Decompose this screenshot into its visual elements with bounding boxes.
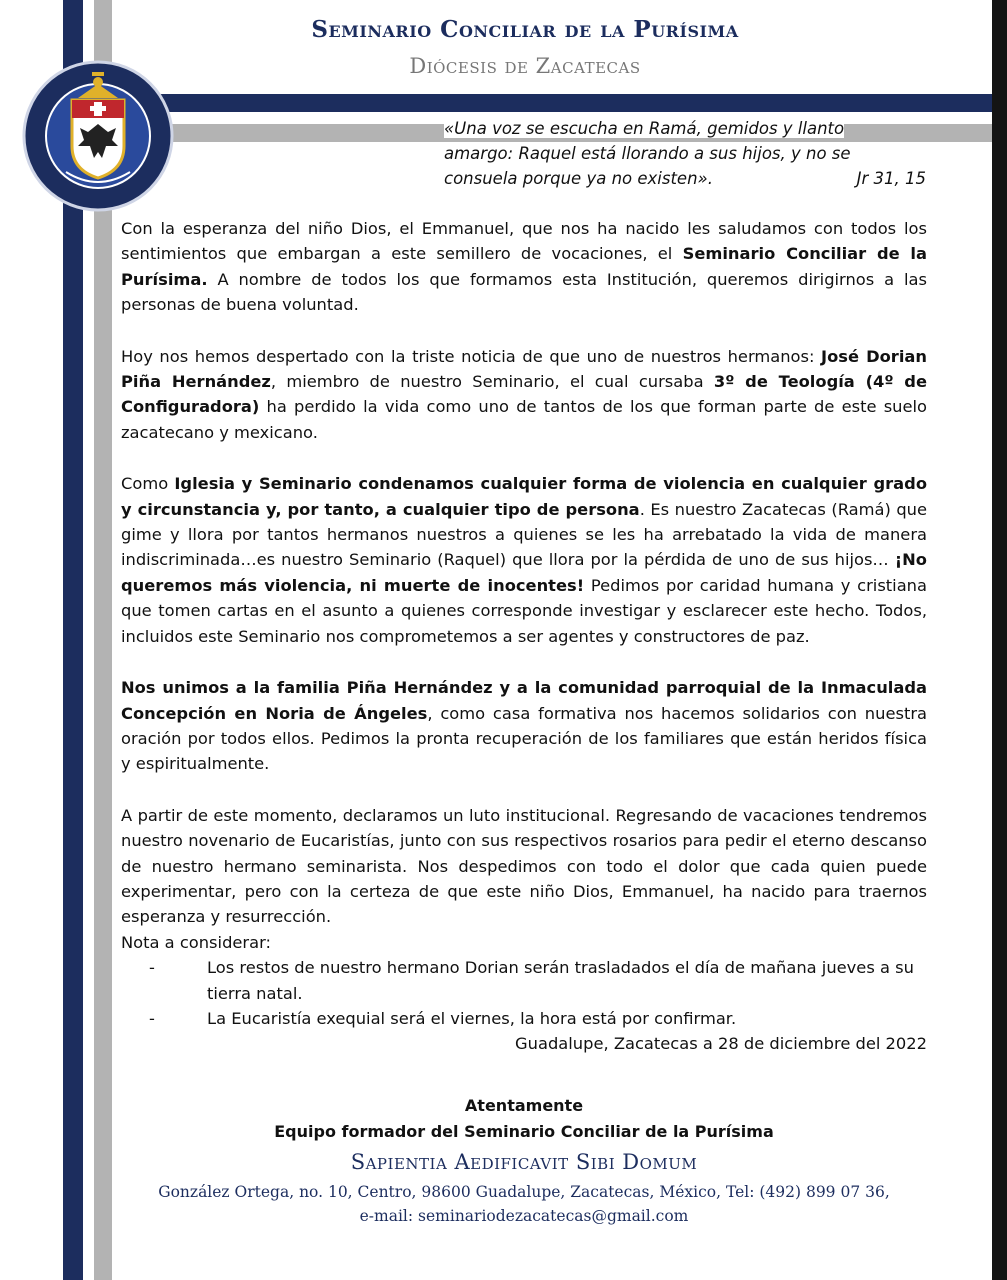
paragraph-condemnation: Como Iglesia y Seminario condenamos cualquier forma de violencia en cualquier grado y circunstancia y, por tanto, a cualquier tipo de persona. Es nuestro Zacatecas (Ramá) que gime y llora por tantos hermanos nuestros a quienes se les ha arrebatado la vida de manera indiscriminada…es nuestro Seminario (Raquel) que llora por la pérdida de uno de sus hijos… ¡No queremos más violencia, ni muerte de inocentes! Pedimos por caridad humana y cristiana que tomen cartas en el asunto a quienes corresponde investigar y esclarecer este hecho. Todos, incluidos este Seminario nos comprometemos a ser agentes y constructores de paz.: [121, 474, 928, 646]
quote-line-2: amargo: Raquel está llorando a sus hijos, y no se: [444, 144, 851, 163]
note-item: - La Eucaristía exequial será el viernes, la hora está por confirmar.: [149, 1008, 737, 1028]
closing-salutation: Atentamente: [464, 1096, 584, 1115]
note-list: [121, 955, 927, 1031]
diocese-subheading: Diócesis de Zacatecas: [409, 54, 641, 78]
scan-dark-edge: [992, 0, 1007, 1280]
paragraph-news: Hoy nos hemos despertado con la triste noticia de que uno de nuestros hermanos: José Dorian Piña Hernández, miembro de nuestro Seminario, el cual cursaba 3º de Teología (4º de Configuradora) ha perdido la vida como uno de tantos de los que forman parte de este suelo zacatecano y mexicano.: [121, 346, 927, 442]
letter-body: [121, 216, 927, 1057]
email-address: e-mail: seminariodezacatecas@gmail.com: [359, 1207, 689, 1225]
paragraph-solidarity: Nos unimos a la familia Piña Hernández y a la comunidad parroquial de la Inmaculada Concepción en Noria de Ángeles, como casa formativa nos hacemos solidarios con nuestra oración por todos ellos. Pedimos la pronta recuperación de los familiares que están heridos física y espiritualmente.: [121, 678, 927, 774]
contact-footer: [121, 1180, 927, 1228]
note-heading: Nota a considerar:: [121, 932, 271, 952]
quote-line-1: «Una voz se escucha en Ramá, gemidos y llanto: [444, 119, 845, 138]
latin-motto: Sapientia Aedificavit Sibi Domum: [350, 1150, 698, 1174]
note-item: - Los restos de nuestro hermano Dorian serán trasladados el día de mañana jueves a su tierra natal.: [149, 958, 914, 1003]
quote-line-3: consuela porque ya no existen».: [444, 166, 713, 191]
postal-address: González Ortega, no. 10, Centro, 98600 Guadalupe, Zacatecas, México, Tel: (492) 899 07 36,: [158, 1183, 890, 1201]
paragraph-greeting: Con la esperanza del niño Dios, el Emmanuel, que nos ha nacido les saludamos con todos los sentimientos que embargan a este semillero de vocaciones, el Seminario Conciliar de la Purísima. A nombre de todos los que formamos esta Institución, queremos dirigirnos a las personas de buena voluntad.: [121, 219, 927, 315]
quote-reference: Jr 31, 15: [857, 166, 926, 191]
seminary-name-heading: Seminario Conciliar de la Purísima: [311, 16, 739, 43]
paragraph-mourning: A partir de este momento, declaramos un luto institucional. Regresando de vacaciones tendremos nuestro novenario de Eucaristías, junto con sus respectivos rosarios para pedir el eterno descanso de nuestro hermano seminarista. Nos despedimos con todo el dolor que cada quien puede experimentar, pero con la certeza de que este niño Dios, Emmanuel, ha nacido para traernos esperanza y resurrección.: [121, 805, 927, 927]
place-and-date: Guadalupe, Zacatecas a 28 de diciembre del 2022: [515, 1034, 927, 1054]
signer-name: Equipo formador del Seminario Conciliar de la Purísima: [274, 1122, 774, 1141]
epigraph-quote: [444, 116, 926, 191]
header-navy-stripe: [150, 94, 992, 112]
